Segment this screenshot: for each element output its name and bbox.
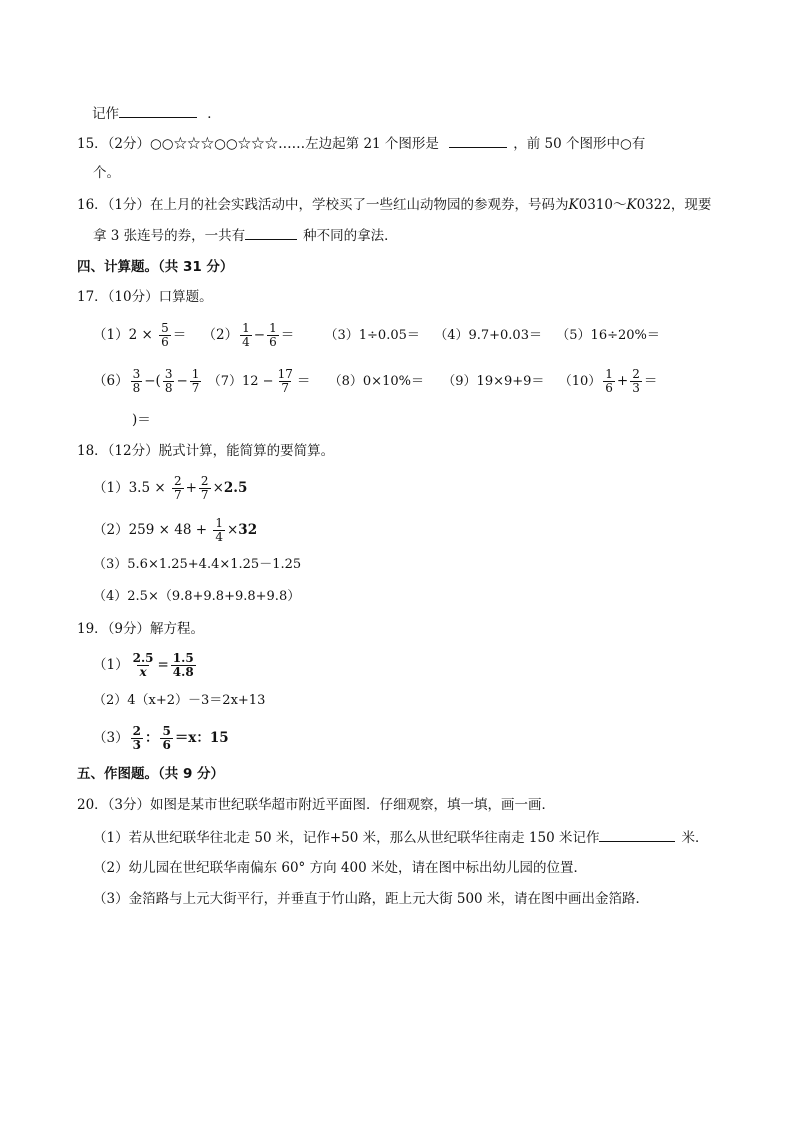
q18-1-fraction-b: $\frac{2}{7}$ <box>200 474 209 502</box>
q16-blank[interactable] <box>245 225 297 240</box>
q19-3-a: （3） <box>93 730 129 746</box>
q17-6-fraction-c: $\frac{1}{7}$ <box>191 367 200 395</box>
q18-item-1 <box>93 470 247 506</box>
q18-1-plus: + <box>185 480 197 496</box>
q17-4: （4）9.7+0.03＝ <box>434 328 542 343</box>
q17-1-fraction: $\frac{5}{6}$ <box>161 321 169 349</box>
q18-1-fraction-a: $\frac{2}{7}$ <box>173 474 182 502</box>
q18-1-c: 2.5 <box>223 480 248 496</box>
q17-6-fraction-b: $\frac{3}{8}$ <box>164 367 173 395</box>
q19-3-fraction-a: $\frac{2}{3}$ <box>132 724 141 752</box>
q17-6-c: − <box>176 373 188 389</box>
q17-title: 17．（10分）口算题。 <box>77 289 213 305</box>
q15-text-b: ，前 50 个图形中○有 <box>513 136 646 152</box>
q19-title: 19．（9分）解方程。 <box>77 621 205 637</box>
q20-1-blank[interactable] <box>599 827 675 842</box>
q17-7-b: ＝ <box>296 373 311 389</box>
q17-1-a: （1）2 × <box>93 327 153 343</box>
q19-eq-1 <box>93 647 198 683</box>
q17-row-1 <box>93 318 660 353</box>
q20-sub-3: （3）金箔路与上元大街平行，并垂直于竹山路，距上元大街 500 米，请在图中画出金箔路． <box>93 891 649 907</box>
q19-3-fraction-b: $\frac{5}{6}$ <box>162 724 171 752</box>
q17-2-minus: − <box>253 327 266 343</box>
q17-3: （3）1÷0.05＝ <box>324 328 420 343</box>
q19-1-a: （1） <box>93 657 129 673</box>
q16-text-c: 种不同的拿法． <box>303 228 398 244</box>
q15-text-c: 个。 <box>93 165 120 181</box>
q17-1-b: ＝ <box>172 327 187 343</box>
q14-tail-text: 记作 <box>92 106 119 122</box>
q16-line1 <box>77 195 711 215</box>
q17-5: （5）16÷20%＝ <box>556 328 660 343</box>
q17-6-fraction-a: $\frac{3}{8}$ <box>132 367 141 395</box>
q17-10-fraction-a: $\frac{1}{6}$ <box>605 367 613 395</box>
q17-7-a: （7）12 − <box>207 374 274 389</box>
q19-3-b: ＝x：15 <box>174 730 229 746</box>
q14-tail-line <box>92 103 221 124</box>
q19-1-eq: = <box>157 657 169 673</box>
q16-code-1: K <box>568 197 579 213</box>
q16-text-b: 拿 3 张连号的券，一共有 <box>93 228 246 244</box>
q18-item-4: （4）2.5×（9.8+9.8+9.8+9.8） <box>93 589 301 604</box>
q14-end: ． <box>207 106 221 122</box>
q17-6-b: −( <box>144 373 161 389</box>
q16-text-a: 在上月的社会实践活动中，学校买了一些红山动物园的参观券，号码为 <box>150 197 569 213</box>
q19-1-fraction-b: $\frac{1.5}{4.8}$ <box>172 651 194 679</box>
section-5-heading: 五、作图题。（共 9 分） <box>77 766 225 782</box>
q17-row-2 <box>93 364 657 399</box>
q19-eq-2: （2）4（x+2）－3＝2x+13 <box>93 693 266 708</box>
q18-2-a: （2）259 × 48 + <box>93 522 208 538</box>
q19-1-fraction-a: $\frac{2.5}{x}$ <box>132 651 154 679</box>
q16-num-1: 0310～ <box>578 197 627 213</box>
q15-text-a: ○○☆☆☆○○☆☆☆……左边起第 21 个图形是 <box>150 136 439 152</box>
q14-answer-blank[interactable] <box>119 103 197 118</box>
q18-title: 18．（12分）脱式计算，能简算的要简算。 <box>77 443 335 459</box>
q17-2-b: ＝ <box>280 327 295 343</box>
q15-number: 15．（2分） <box>77 136 151 152</box>
q16-num-2: 0322，现要 <box>636 197 712 213</box>
q17-8: （8）0×10%＝ <box>328 374 424 389</box>
q20-sub-1 <box>93 827 708 848</box>
q17-10-b: ＝ <box>643 373 658 389</box>
q18-item-3: （3）5.6×1.25+4.4×1.25－1.25 <box>93 557 302 572</box>
q18-1-a: （1）3.5 × <box>93 480 166 496</box>
q18-2-fraction: $\frac{1}{4}$ <box>215 516 223 544</box>
q17-2-fraction-a: $\frac{1}{4}$ <box>242 321 250 349</box>
q16-code-2: K <box>626 197 637 213</box>
q15-line1 <box>77 133 645 154</box>
q17-2-a: （2） <box>202 327 239 343</box>
q18-1-times: × <box>212 480 224 496</box>
q17-10-a: （10） <box>558 374 602 389</box>
q19-eq-3 <box>93 720 229 756</box>
q15-line2 <box>93 163 120 183</box>
q19-3-colon: ： <box>144 730 159 746</box>
q17-10-fraction-b: $\frac{2}{3}$ <box>632 367 640 395</box>
q17-2-fraction-b: $\frac{1}{6}$ <box>269 321 277 349</box>
q17-9: （9）19×9+9＝ <box>442 374 545 389</box>
q20-1-unit: 米． <box>681 830 709 846</box>
q20-title: 20．（3分）如图是某市世纪联华超市附近平面图．仔细观察，填一填，画一画． <box>77 797 556 813</box>
q17-6-a: （6） <box>93 373 129 389</box>
q16-line2 <box>93 225 398 246</box>
q18-item-2 <box>93 512 257 548</box>
q20-1-text: （1）若从世纪联华往北走 50 米，记作+50 米，那么从世纪联华往南走 150 米记作 <box>93 830 600 846</box>
q20-sub-2: （2）幼儿园在世纪联华南偏东 60° 方向 400 米处，请在图中标出幼儿园的位置． <box>93 860 587 876</box>
section-4-heading: 四、计算题。（共 31 分） <box>77 259 234 275</box>
q17-row-3: )＝ <box>132 412 151 428</box>
q15-blank-1[interactable] <box>449 133 507 148</box>
q16-number: 16．（1分） <box>77 197 151 213</box>
q17-7-fraction: $\frac{17}{7}$ <box>277 367 293 395</box>
q18-2-times: × <box>226 522 239 538</box>
q18-2-c: 32 <box>238 522 258 538</box>
q17-10-plus: + <box>616 373 629 389</box>
